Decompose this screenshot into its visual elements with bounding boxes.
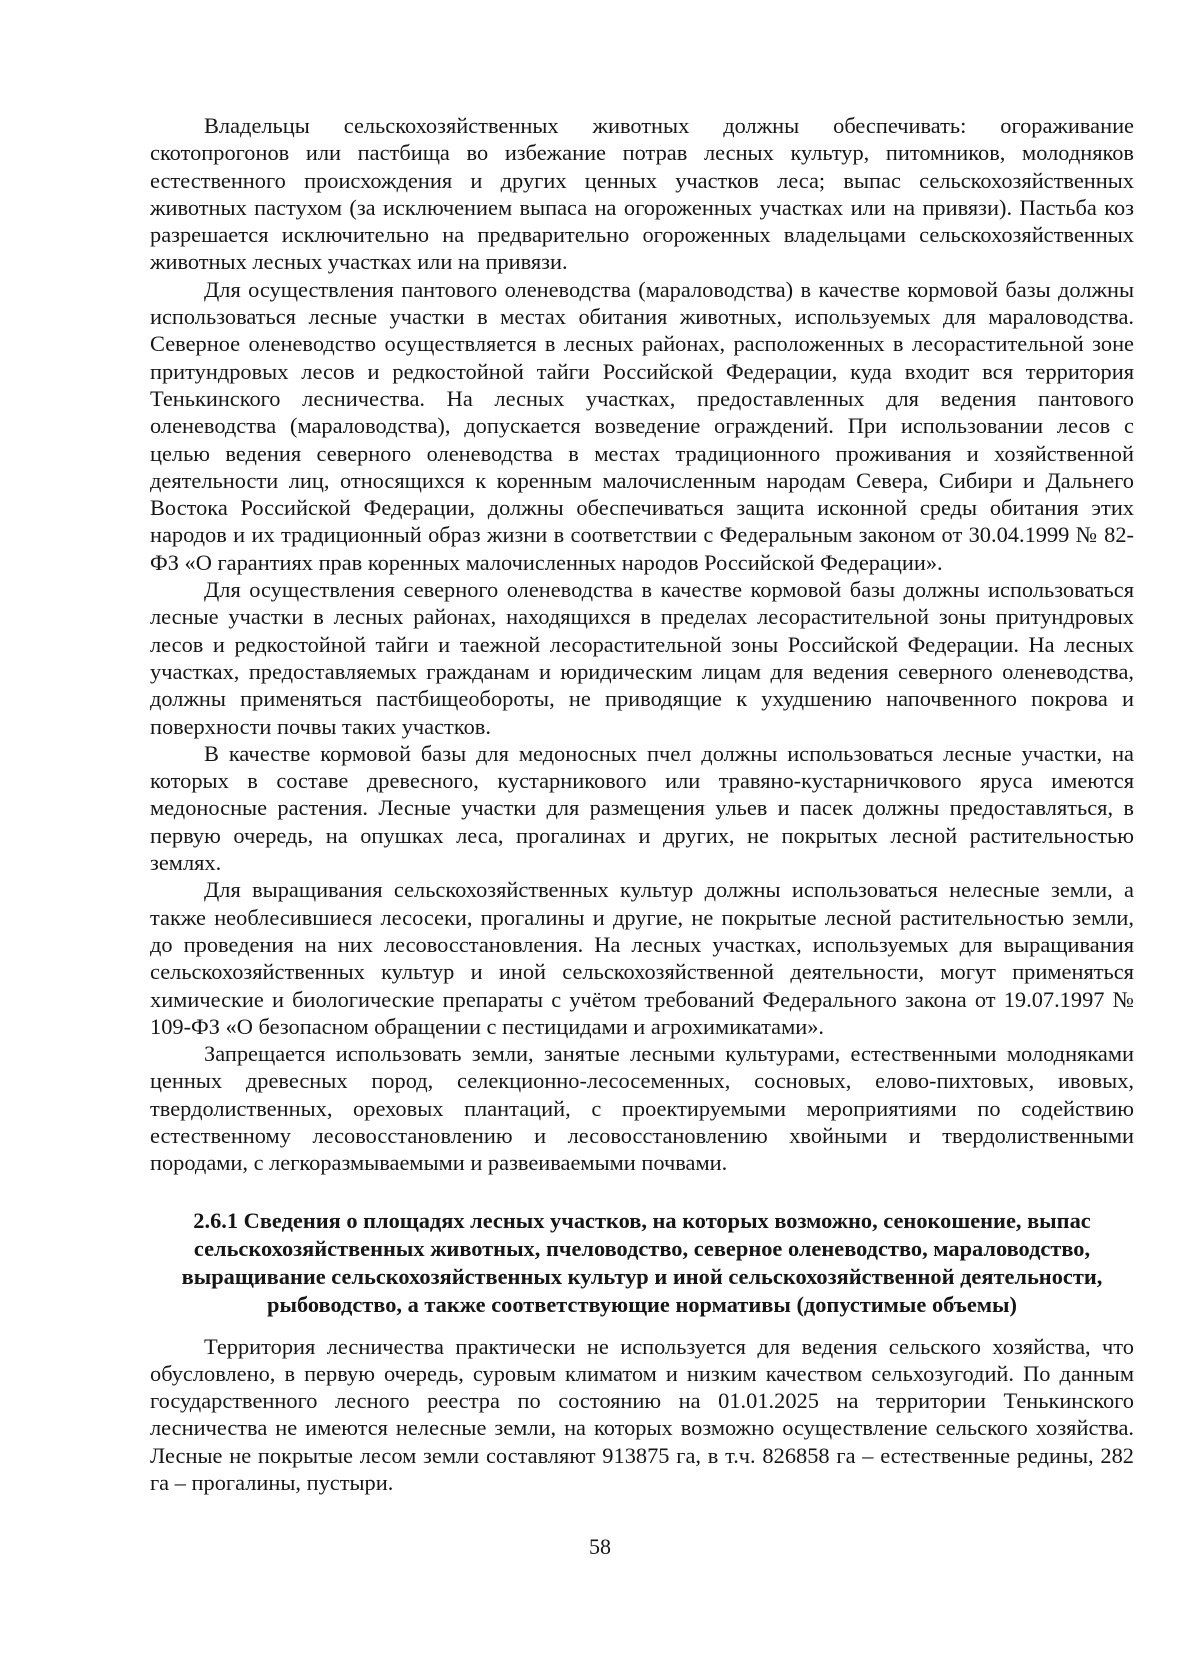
page-number: 58 [589,1534,611,1559]
section-heading: 2.6.1 Сведения о площадях лесных участков, на которых возможно, сенокошение, выпас сельскохозяйственных животных, пчеловодство, северное оленеводство, мараловодство, выращивание сельскохозяйственных культур и иной сельскохозяйственной деятельности, рыбоводство, а также соответствующие нормативы (допустимые объемы) [181,1207,1103,1317]
paragraph-crop-growing: Для выращивания сельскохозяйственных культур должны использоваться нелесные земли, а также необлесившиеся лесосеки, прогалины и другие, не покрытые лесной растительностью земли, до проведения на них лесовосстановления. На лесных участках, используемых для выращивания сельскохозяйственных культур и иной сельскохозяйственной деятельности, могут применяться химические и биологические препараты с учётом требований Федерального закона от 19.07.1997 № 109-ФЗ «О безопасном обращении с пестицидами и агрохимикатами». [150,877,1134,1039]
paragraph-northern-reindeer-herding: Для осуществления северного оленеводства в качестве кормовой базы должны использоваться лесные участки в лесных районах, находящихся в пределах лесорастительной зоны притундровых лесов и редкостойной тайги и таежной лесорастительной зоны Российской Федерации. На лесных участках, предоставляемых гражданам и юридическим лицам для ведения северного оленеводства, должны применяться пастбищеобороты, не приводящие к ухудшению напочвенного покрова и поверхности почвы таких участков. [150,577,1134,739]
paragraph-beekeeping: В качестве кормовой базы для медоносных пчел должны использоваться лесные участки, на которых в составе древесного, кустарникового или травяно-кустарничкового яруса имеются медоносные растения. Лесные участки для размещения ульев и пасек должны предоставляться, в первую очередь, на опушках леса, прогалинах и других, не покрытых лесной растительностью землях. [150,740,1134,876]
paragraph-antler-reindeer-herding: Для осуществления пантового оленеводства (мараловодства) в качестве кормовой базы должны использоваться лесные участки в местах обитания животных, используемых для мараловодства. Северное оленеводство осуществляется в лесных районах, расположенных в лесорастительной зоне притундровых лесов и редкостойной тайги Российской Федерации, куда входит вся территория Тенькинского лесничества. На лесных участках, предоставленных для ведения пантового оленеводства (мараловодства), допускается возведение ограждений. При использовании лесов с целью ведения северного оленеводства в местах традиционного проживания и хозяйственной деятельности лиц, относящихся к коренным малочисленным народам Севера, Сибири и Дальнего Востока Российской Федерации, должны обеспечиваться защита исконной среды обитания этих народов и их традиционный образ жизни в соответствии с Федеральным законом от 30.04.1999 № 82-ФЗ «О гарантиях прав коренных малочисленных народов Российской Федерации». [150,276,1134,575]
paragraph-livestock-owners: Владельцы сельскохозяйственных животных должны обеспечивать: огораживание скотопрогонов или пастбища во избежание потрав лесных культур, питомников, молодняков естественного происхождения и других ценных участков леса; выпас сельскохозяйственных животных пастухом (за исключением выпаса на огороженных участках или на привязи). Пастьба коз разрешается исключительно на предварительно огороженных владельцами сельскохозяйственных животных лесных участках или на привязи. [150,113,1134,275]
document-page [150,112,1134,1496]
paragraph-prohibited-lands: Запрещается использовать земли, занятые лесными культурами, естественными молодняками ценных древесных пород, селекционно-лесосеменных, сосновых, елово-пихтовых, ивовых, твердолиственных, ореховых плантаций, с проектируемыми мероприятиями по содействию естественному лесовосстановлению и лесовосстановлению хвойными и твердолиственными породами, с легкоразмываемыми и развеиваемыми почвами. [150,1041,1134,1176]
paragraph-section-text: Территория лесничества практически не используется для ведения сельского хозяйства, что обусловлено, в первую очередь, суровым климатом и низким качеством сельхозугодий. По данным государственного лесного реестра по состоянию на 01.01.2025 на территории Тенькинского лесничества не имеются нелесные земли, на которых возможно осуществление сельского хозяйства. Лесные не покрытые лесом земли составляют 913875 га, в т.ч. 826858 га – естественные редины, 282 га – прогалины, пустыри. [150,1333,1134,1496]
